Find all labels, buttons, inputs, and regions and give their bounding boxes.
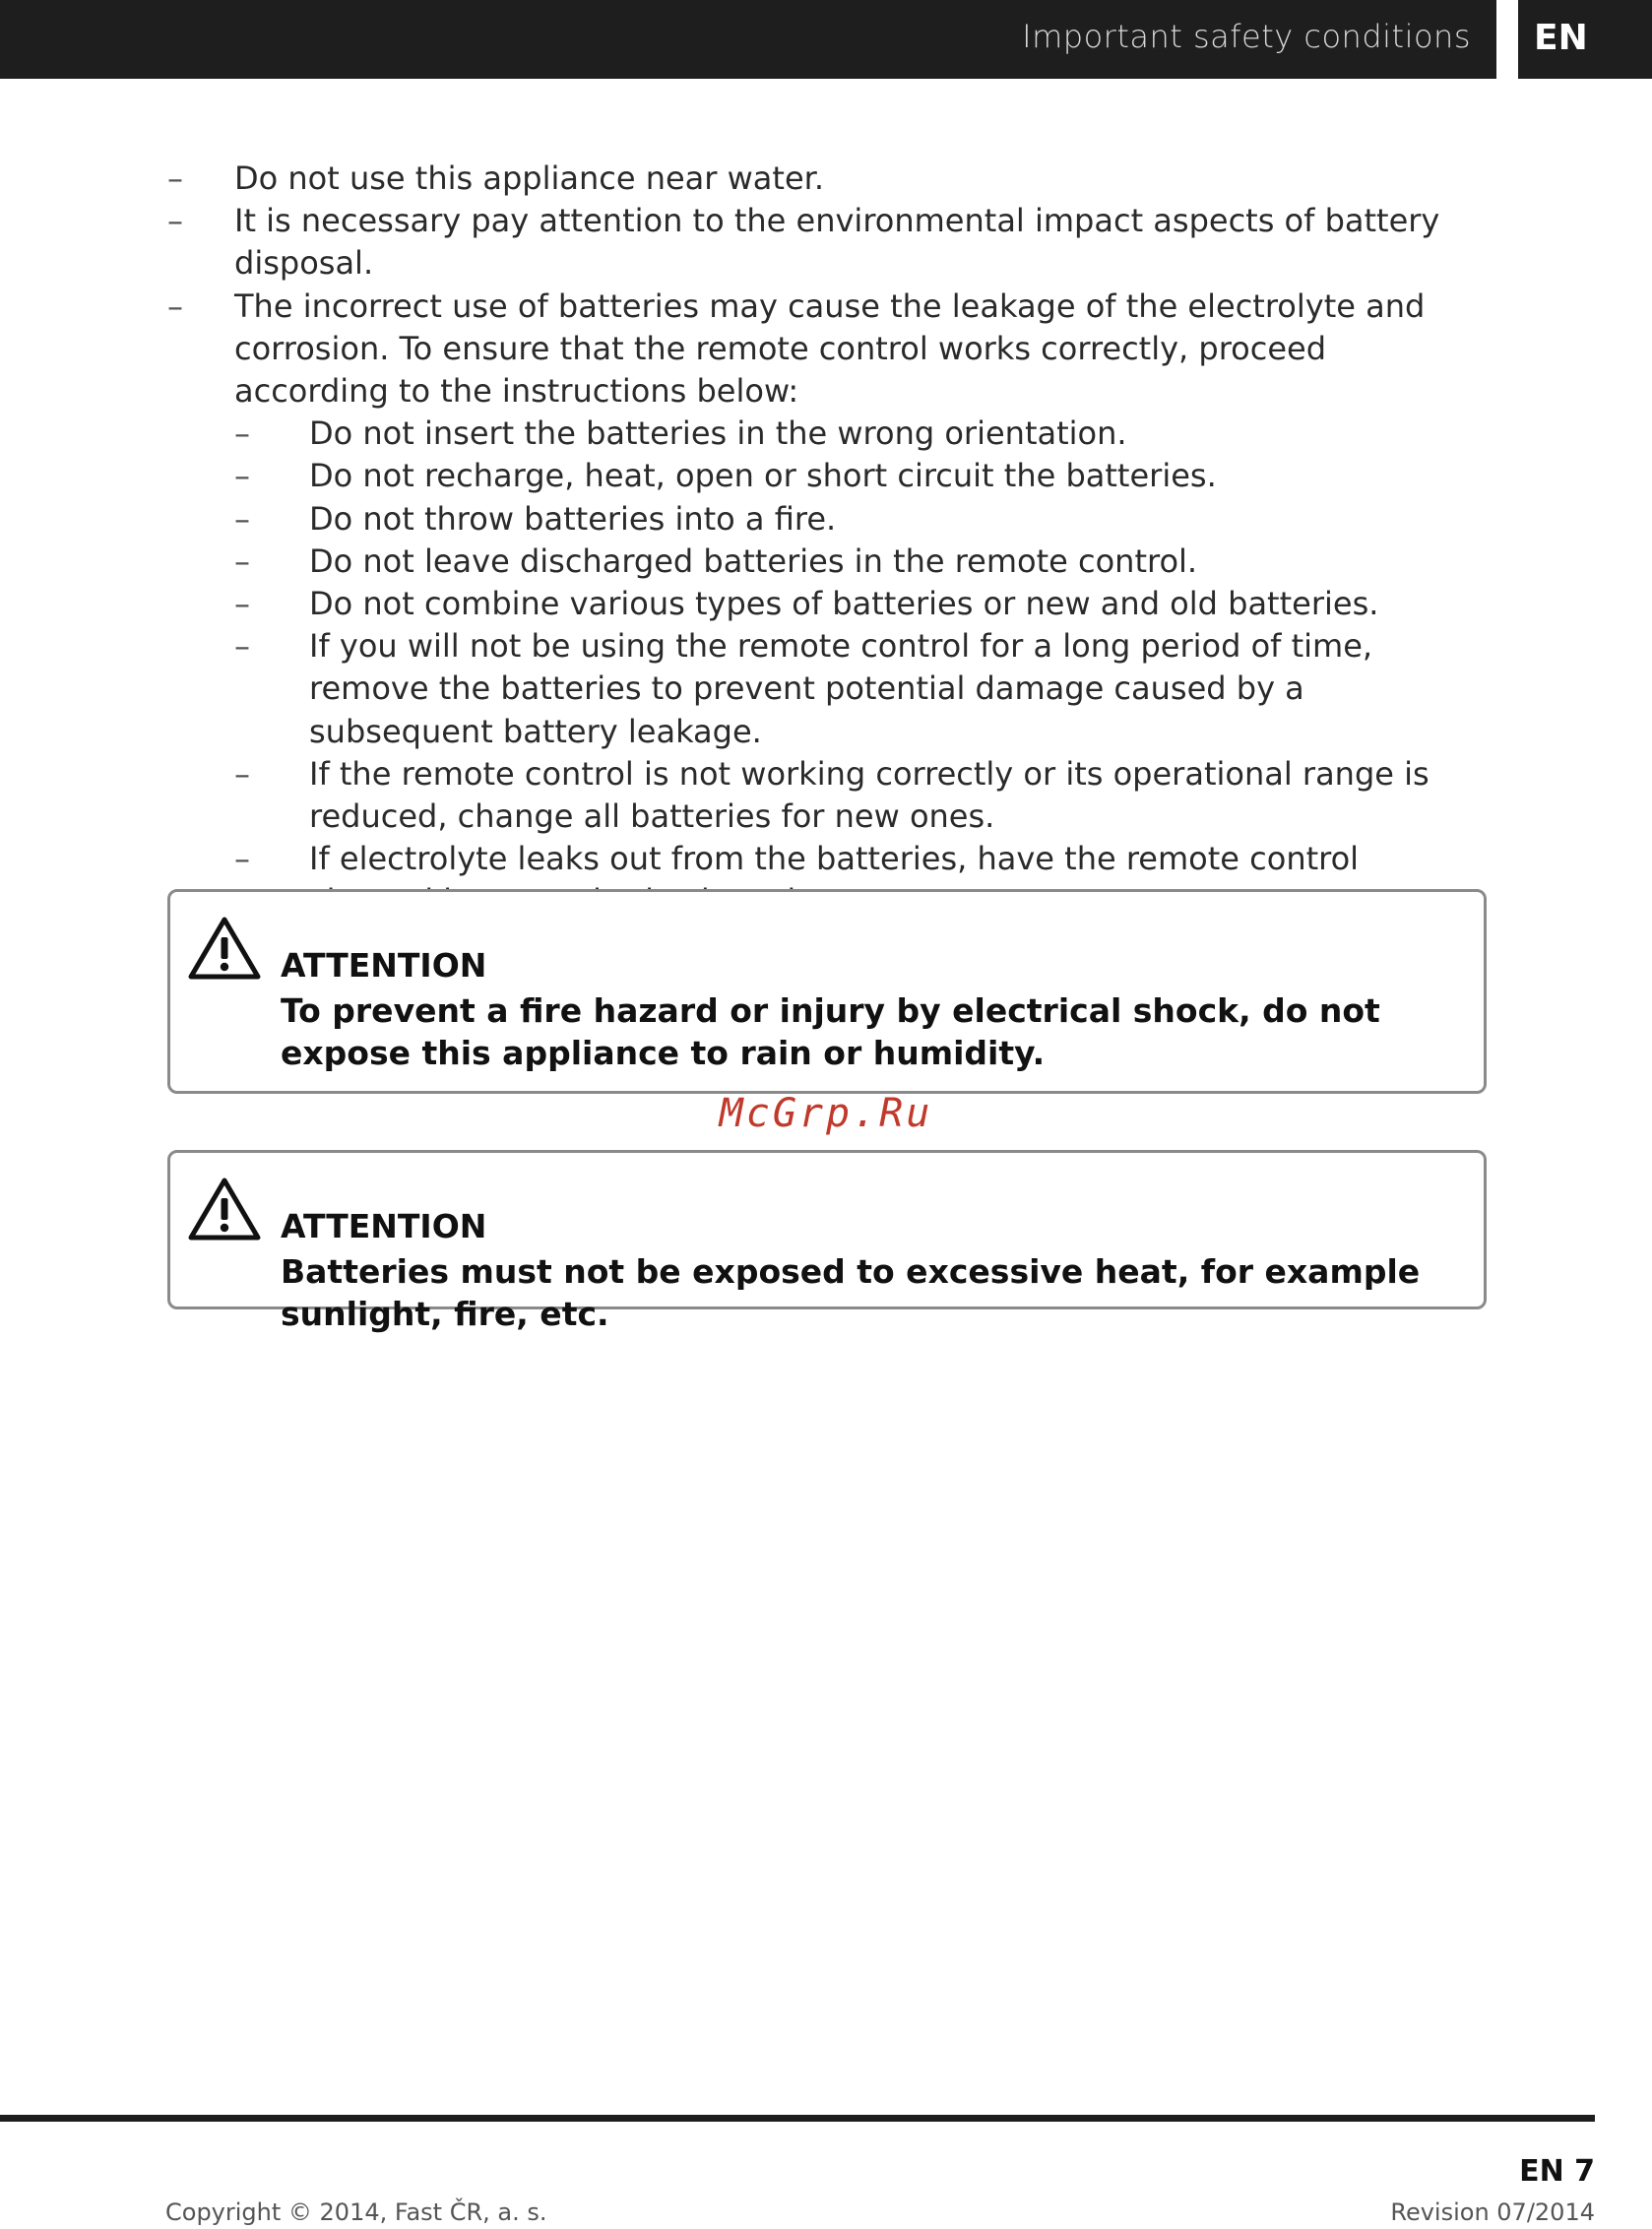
- list-item-text: It is necessary pay attention to the environmental impact aspects of battery disposal.: [234, 202, 1440, 283]
- attention-text: To prevent a fire hazard or injury by electrical shock, do not expose this appliance to rain or humidity.: [281, 991, 1380, 1072]
- header-bar: [0, 0, 1496, 79]
- dash-marker: –: [234, 414, 250, 453]
- dash-marker: –: [234, 541, 250, 580]
- dash-marker: –: [234, 627, 250, 666]
- watermark: McGrp.Ru: [719, 1091, 933, 1136]
- attention-title: ATTENTION: [281, 946, 487, 985]
- sub-list-item-text: Do not leave discharged batteries in the remote control.: [309, 541, 1198, 580]
- section-title: Important safety conditions: [1022, 18, 1471, 55]
- dash-marker: –: [234, 840, 250, 878]
- attention-text: Batteries must not be exposed to excessive heat, for example sunlight, fire, etc.: [281, 1252, 1421, 1333]
- safety-content: [167, 158, 1487, 923]
- sub-list-item-text: Do not throw batteries into a fire.: [309, 499, 837, 538]
- attention-title: ATTENTION: [281, 1207, 487, 1245]
- dash-marker: –: [234, 457, 250, 495]
- sub-list-item: [234, 625, 1487, 753]
- dash-marker: –: [234, 499, 250, 538]
- sub-list-item-text: Do not insert the batteries in the wrong orientation.: [309, 414, 1127, 453]
- safety-list: [167, 158, 1487, 923]
- battery-instructions-list: [234, 413, 1487, 923]
- warning-triangle-icon: [188, 1177, 261, 1242]
- language-code: EN: [1534, 18, 1588, 58]
- copyright-text: Copyright © 2014, Fast ČR, a. s.: [165, 2198, 547, 2226]
- revision-text: Revision 07/2014: [1390, 2198, 1595, 2226]
- sub-list-item: [234, 498, 1487, 541]
- list-item-text: Do not use this appliance near water.: [234, 159, 825, 197]
- attention-box-heat: [167, 1150, 1487, 1333]
- dash-marker: –: [234, 585, 250, 623]
- sub-list-item-text: Do not recharge, heat, open or short circuit the batteries.: [309, 457, 1217, 495]
- sub-list-item: [234, 753, 1487, 838]
- list-item: [167, 200, 1487, 285]
- sub-list-item-text: If electrolyte leaks out from the batteries, have the remote control: [309, 840, 1360, 878]
- sub-list-item: [234, 583, 1487, 625]
- language-badge: [1518, 0, 1652, 79]
- dash-marker: –: [234, 754, 250, 793]
- sub-list-item: [234, 455, 1487, 497]
- sub-list-item-text: Do not combine various types of batteries or new and old batteries.: [309, 585, 1379, 623]
- sub-list-item-text: If you will not be using the remote control for a long period of time, remove the batteries to prevent potential damage caused by a subsequent battery leakage.: [309, 627, 1373, 750]
- list-item: [167, 158, 1487, 200]
- dash-marker: –: [167, 202, 183, 240]
- dash-marker: –: [167, 287, 183, 325]
- list-item-text: The incorrect use of batteries may cause the leakage of the electrolyte and corrosion. To ensure that the remote control works correctly, proceed according to the instructions below:: [234, 287, 1426, 411]
- sub-list-item: [234, 413, 1487, 455]
- sub-list-item-text: If the remote control is not working correctly or its operational range is reduced, change all batteries for new ones.: [309, 754, 1430, 836]
- dash-marker: –: [167, 159, 183, 197]
- list-item: [167, 286, 1487, 923]
- attention-box-rain: [167, 889, 1487, 1094]
- page-number: EN 7: [1519, 2154, 1595, 2189]
- sub-list-item: [234, 541, 1487, 583]
- warning-triangle-icon: [188, 916, 261, 981]
- footer-divider: [0, 2115, 1595, 2122]
